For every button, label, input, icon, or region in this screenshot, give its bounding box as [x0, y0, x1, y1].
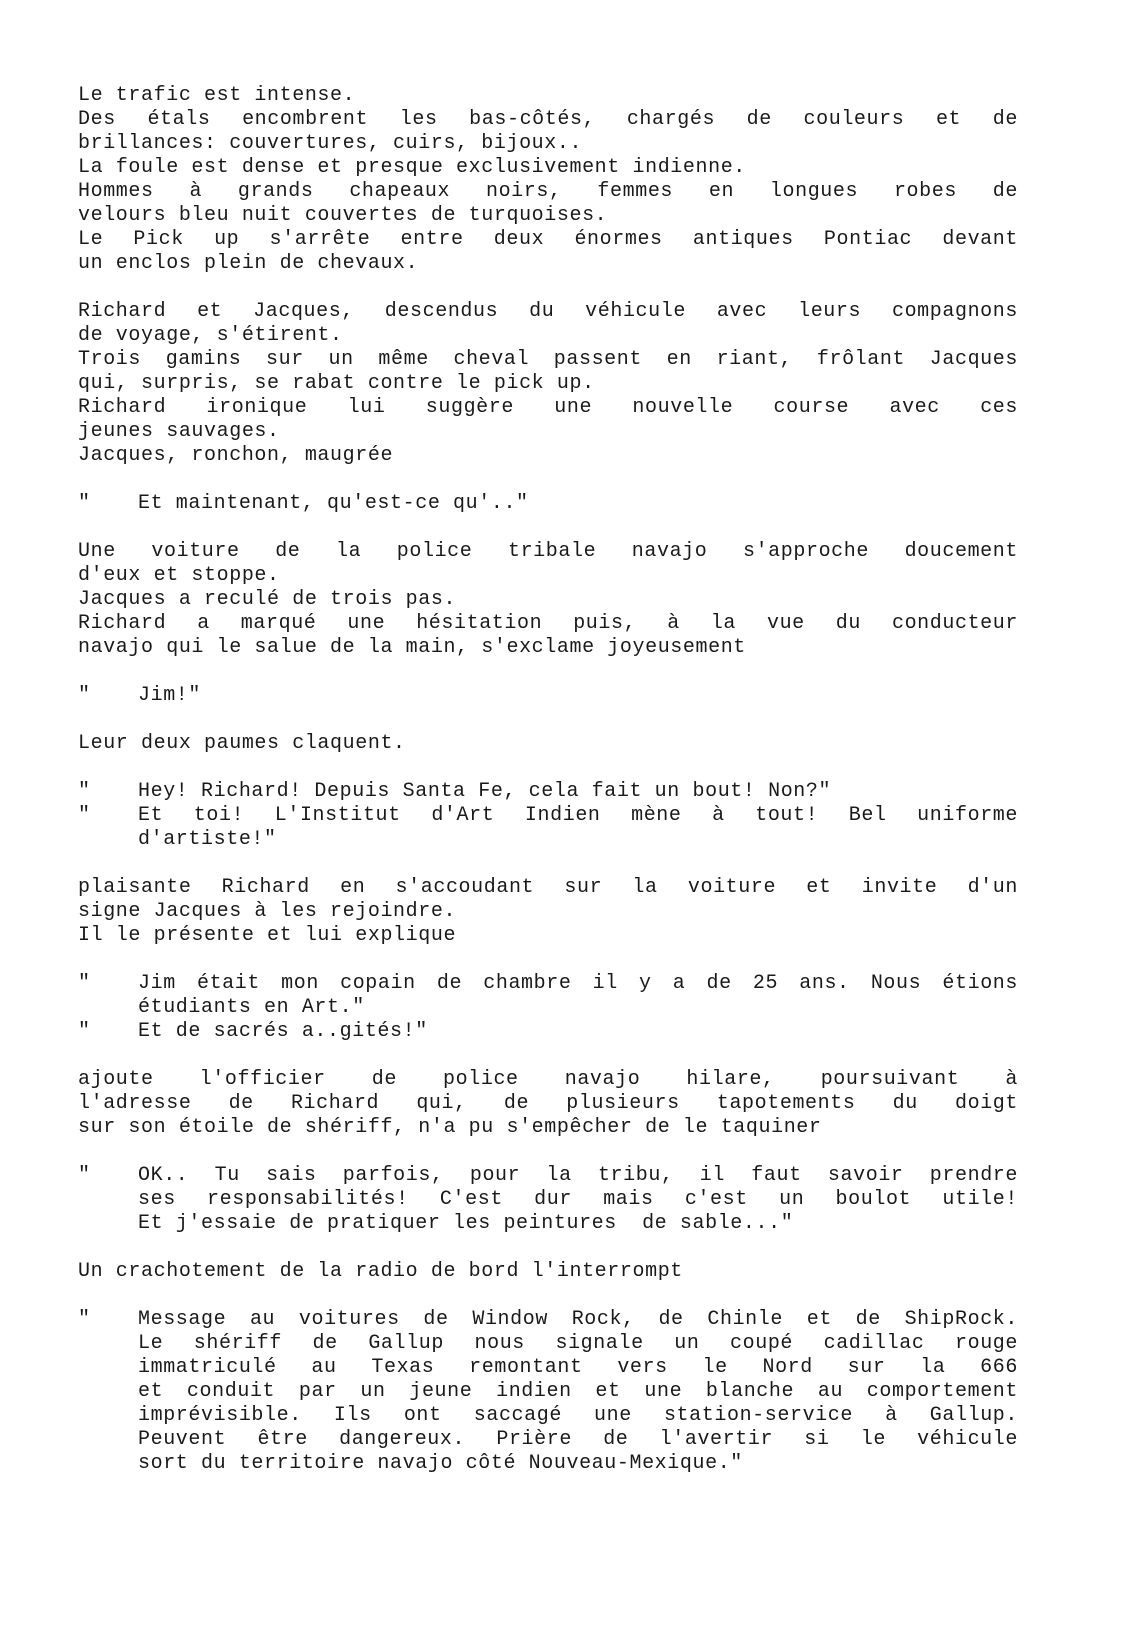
- dialogue-line: [78, 972, 1018, 1020]
- dialogue-line: [78, 492, 1018, 516]
- quote-mark: ": [78, 1164, 91, 1187]
- text-line: navajo qui le salue de la main, s'exclame joyeusement: [78, 636, 746, 659]
- text-line: étudiants en Art.": [138, 996, 365, 1019]
- dialogue-line: [78, 684, 1018, 708]
- text-line: OK.. Tu sais parfois, pour la tribu, il faut savoir prendre: [138, 1164, 1018, 1187]
- text-line: Jacques, ronchon, maugrée: [78, 444, 394, 467]
- document-body: [78, 84, 1018, 1500]
- text-line: Jim était mon copain de chambre il y a de 25 ans. Nous étions: [138, 972, 1018, 995]
- dialogue-block: [78, 1308, 1018, 1476]
- text-line: brillances: couvertures, cuirs, bijoux..: [78, 132, 583, 155]
- text-line: Hey! Richard! Depuis Santa Fe, cela fait un bout! Non?": [138, 780, 832, 803]
- text-line: sur son étoile de shériff, n'a pu s'empêcher de le taquiner: [78, 1116, 822, 1139]
- text-line: Le Pick up s'arrête entre deux énormes antiques Pontiac devant: [78, 228, 1018, 251]
- text-line: Jacques a reculé de trois pas.: [78, 588, 457, 611]
- dialogue-line: [78, 1164, 1018, 1236]
- text-line: l'adresse de Richard qui, de plusieurs tapotements du doigt: [78, 1092, 1018, 1115]
- dialogue-block: [78, 1164, 1018, 1236]
- text-line: Il le présente et lui explique: [78, 924, 457, 947]
- dialogue-line: [78, 1308, 1018, 1476]
- text-line: sort du territoire navajo côté Nouveau-Mexique.": [138, 1452, 743, 1475]
- text-line: d'artiste!": [138, 828, 277, 851]
- text-line: ajoute l'officier de police navajo hilare, poursuivant à: [78, 1068, 1018, 1091]
- narrative-paragraph: [78, 540, 1018, 660]
- quote-mark: ": [78, 1020, 91, 1043]
- text-line: Leur deux paumes claquent.: [78, 732, 406, 755]
- narrative-paragraph: [78, 300, 1018, 468]
- dialogue-text: [138, 492, 1018, 516]
- text-line: Peuvent être dangereux. Prière de l'avertir si le véhicule: [138, 1428, 1018, 1451]
- text-line: Trois gamins sur un même cheval passent en riant, frôlant Jacques: [78, 348, 1018, 371]
- dialogue-text: [138, 1020, 1018, 1044]
- text-line: La foule est dense et presque exclusivement indienne.: [78, 156, 746, 179]
- dialogue-text: [138, 804, 1018, 852]
- quote-mark: ": [78, 972, 91, 995]
- text-line: signe Jacques à les rejoindre.: [78, 900, 457, 923]
- text-line: Richard et Jacques, descendus du véhicule avec leurs compagnons: [78, 300, 1018, 323]
- text-line: Une voiture de la police tribale navajo s'approche doucement: [78, 540, 1018, 563]
- text-line: jeunes sauvages.: [78, 420, 280, 443]
- text-line: de voyage, s'étirent.: [78, 324, 343, 347]
- quote-mark: ": [78, 780, 91, 803]
- text-line: Et j'essaie de pratiquer les peintures de sable...": [138, 1212, 794, 1235]
- text-line: immatriculé au Texas remontant vers le Nord sur la 666: [138, 1356, 1018, 1379]
- dialogue-block: [78, 780, 1018, 852]
- dialogue-text: [138, 780, 1018, 804]
- narrative-paragraph: [78, 732, 1018, 756]
- dialogue-text: [138, 972, 1018, 1020]
- narrative-paragraph: [78, 1260, 1018, 1284]
- text-line: d'eux et stoppe.: [78, 564, 280, 587]
- narrative-paragraph: [78, 876, 1018, 948]
- text-line: ses responsabilités! C'est dur mais c'est un boulot utile!: [138, 1188, 1018, 1211]
- text-line: plaisante Richard en s'accoudant sur la voiture et invite d'un: [78, 876, 1018, 899]
- text-line: Et de sacrés a..gités!": [138, 1020, 428, 1043]
- text-line: Jim!": [138, 684, 202, 707]
- text-line: velours bleu nuit couvertes de turquoises.: [78, 204, 608, 227]
- text-line: Richard a marqué une hésitation puis, à la vue du conducteur: [78, 612, 1018, 635]
- text-line: Et toi! L'Institut d'Art Indien mène à tout! Bel uniforme: [138, 804, 1018, 827]
- dialogue-line: [78, 1020, 1018, 1044]
- text-line: Message au voitures de Window Rock, de Chinle et de ShipRock.: [138, 1308, 1018, 1331]
- dialogue-block: [78, 972, 1018, 1044]
- dialogue-block: [78, 684, 1018, 708]
- dialogue-block: [78, 492, 1018, 516]
- text-line: Richard ironique lui suggère une nouvelle course avec ces: [78, 396, 1018, 419]
- quote-mark: ": [78, 804, 91, 827]
- narrative-paragraph: [78, 1068, 1018, 1140]
- text-line: et conduit par un jeune indien et une blanche au comportement: [138, 1380, 1018, 1403]
- quote-mark: ": [78, 1308, 91, 1331]
- text-line: qui, surpris, se rabat contre le pick up.: [78, 372, 595, 395]
- text-line: imprévisible. Ils ont saccagé une station-service à Gallup.: [138, 1404, 1018, 1427]
- dialogue-text: [138, 1308, 1018, 1476]
- text-line: Un crachotement de la radio de bord l'interrompt: [78, 1260, 683, 1283]
- text-line: Le trafic est intense.: [78, 84, 356, 107]
- quote-mark: ": [78, 684, 91, 707]
- text-line: Le shériff de Gallup nous signale un coupé cadillac rouge: [138, 1332, 1018, 1355]
- text-line: un enclos plein de chevaux.: [78, 252, 419, 275]
- text-line: Et maintenant, qu'est-ce qu'..": [138, 492, 529, 515]
- dialogue-text: [138, 684, 1018, 708]
- narrative-paragraph: [78, 84, 1018, 276]
- dialogue-text: [138, 1164, 1018, 1236]
- dialogue-line: [78, 804, 1018, 852]
- quote-mark: ": [78, 492, 91, 515]
- text-line: Hommes à grands chapeaux noirs, femmes en longues robes de: [78, 180, 1018, 203]
- text-line: Des étals encombrent les bas-côtés, chargés de couleurs et de: [78, 108, 1018, 131]
- dialogue-line: [78, 780, 1018, 804]
